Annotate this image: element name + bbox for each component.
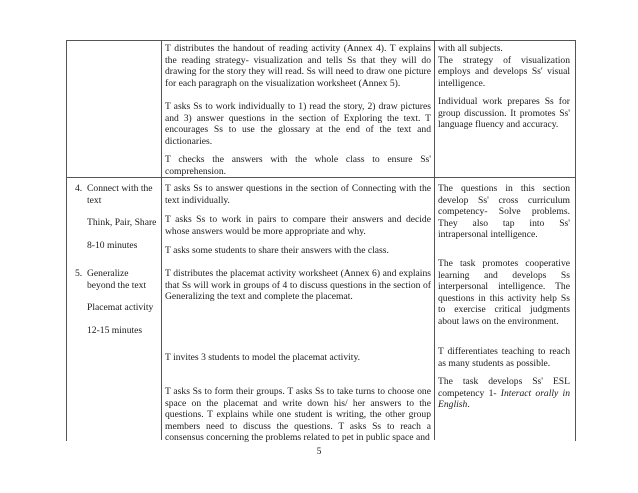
activity-paragraph: T distributes the placemat activity worksheet (Annex 6) and explains that Ss will work in groups of 4 to discuss questions in the section of Generalizing the text and complete the placemat.: [165, 268, 431, 303]
activity-paragraph: T asks Ss to form their groups. T asks Ss to take turns to choose one space on the placemat and write down his/ her answers to the questions. T explains while one student is writing, the other group members need to discuss the questions. T asks Ss to reach a consensus concerning the problems related to pet in public space and: [165, 386, 431, 444]
stage-time: 12-15 minutes: [87, 324, 143, 336]
activity-cell-top: [165, 101, 431, 147]
activity-cell-top: [165, 43, 431, 89]
rationale-text: The task develops Ss' ESL competency 1-: [438, 376, 570, 399]
rationale-cell-bottom: [438, 376, 570, 411]
activity-cell-bottom: [165, 245, 431, 257]
rationale-cell-bottom: [438, 346, 570, 369]
rationale-paragraph: The strategy of visualization employs and develops Ss' visual intelligence.: [438, 54, 570, 89]
activity-paragraph: T checks the answers with the whole class to ensure Ss' comprehension.: [165, 154, 431, 177]
rationale-paragraph: The task promotes cooperative learning and develops Ss interpersonal intelligence. The questions in this activity help Ss to exercise critical judgments about laws on the environment.: [438, 258, 570, 327]
rationale-cell-bottom: [438, 183, 570, 241]
activity-paragraph: T invites 3 students to model the placemat activity.: [165, 352, 361, 363]
activity-paragraph: T asks Ss to work in pairs to compare their answers and decide whose answers would be more appropriate and why.: [165, 214, 431, 237]
stage-number: 4.: [75, 183, 83, 194]
activity-cell-bottom: [165, 268, 431, 303]
activity-cell-bottom: [165, 183, 431, 206]
stage-title: Generalize beyond the text: [87, 268, 147, 291]
activity-cell-bottom: [165, 214, 431, 237]
activity-cell-bottom: [165, 352, 431, 364]
rationale-paragraph: T differentiates teaching to reach as many students as possible.: [438, 346, 570, 369]
rationale-paragraph: with all subjects.: [438, 43, 503, 54]
stage-number: 5.: [75, 268, 83, 279]
rationale-emphasis: Interact orally in English: [438, 387, 570, 411]
activity-paragraph: T distributes the handout of reading activity (Annex 4). T explains the reading strategy- visualization and tells Ss that they will do drawing for the story they will read. Ss will need to draw one picture for each paragraph on the visualization worksheet (Annex 5).: [165, 43, 431, 89]
column-divider-rationale: [434, 40, 435, 440]
rationale-text-end: .: [467, 399, 470, 411]
column-divider-stage: [161, 40, 162, 440]
activity-paragraph: T asks Ss to work individually to 1) read the story, 2) draw pictures and 3) answer questions in the section of Exploring the text. T encourages Ss to use the glossary at the end of the text and dictionaries.: [165, 101, 431, 147]
stage-time: 8-10 minutes: [87, 239, 138, 251]
rationale-cell-top: [438, 43, 570, 89]
rationale-paragraph: Individual work prepares Ss for group discussion. It promotes Ss' language fluency and accuracy.: [438, 96, 570, 131]
stage-title: Connect with the text: [87, 183, 153, 206]
page-number: 5: [316, 446, 322, 457]
rationale-paragraph: [438, 376, 570, 411]
rationale-cell-bottom: [438, 258, 570, 328]
activity-paragraph: T asks some students to share their answers with the class.: [165, 245, 389, 256]
activity-cell-top: [165, 154, 431, 177]
stage-mode: Think, Pair, Share: [87, 217, 157, 229]
activity-cell-bottom: [165, 386, 431, 444]
activity-paragraph: T asks Ss to answer questions in the section of Connecting with the text individually.: [165, 183, 431, 206]
stage-mode: Placemat activity: [87, 302, 154, 314]
rationale-paragraph: The questions in this section develop Ss' cross curriculum competency- Solve problems. They also tap into Ss' intrapersonal intelligence.: [438, 183, 570, 241]
rationale-cell-top: [438, 96, 570, 131]
